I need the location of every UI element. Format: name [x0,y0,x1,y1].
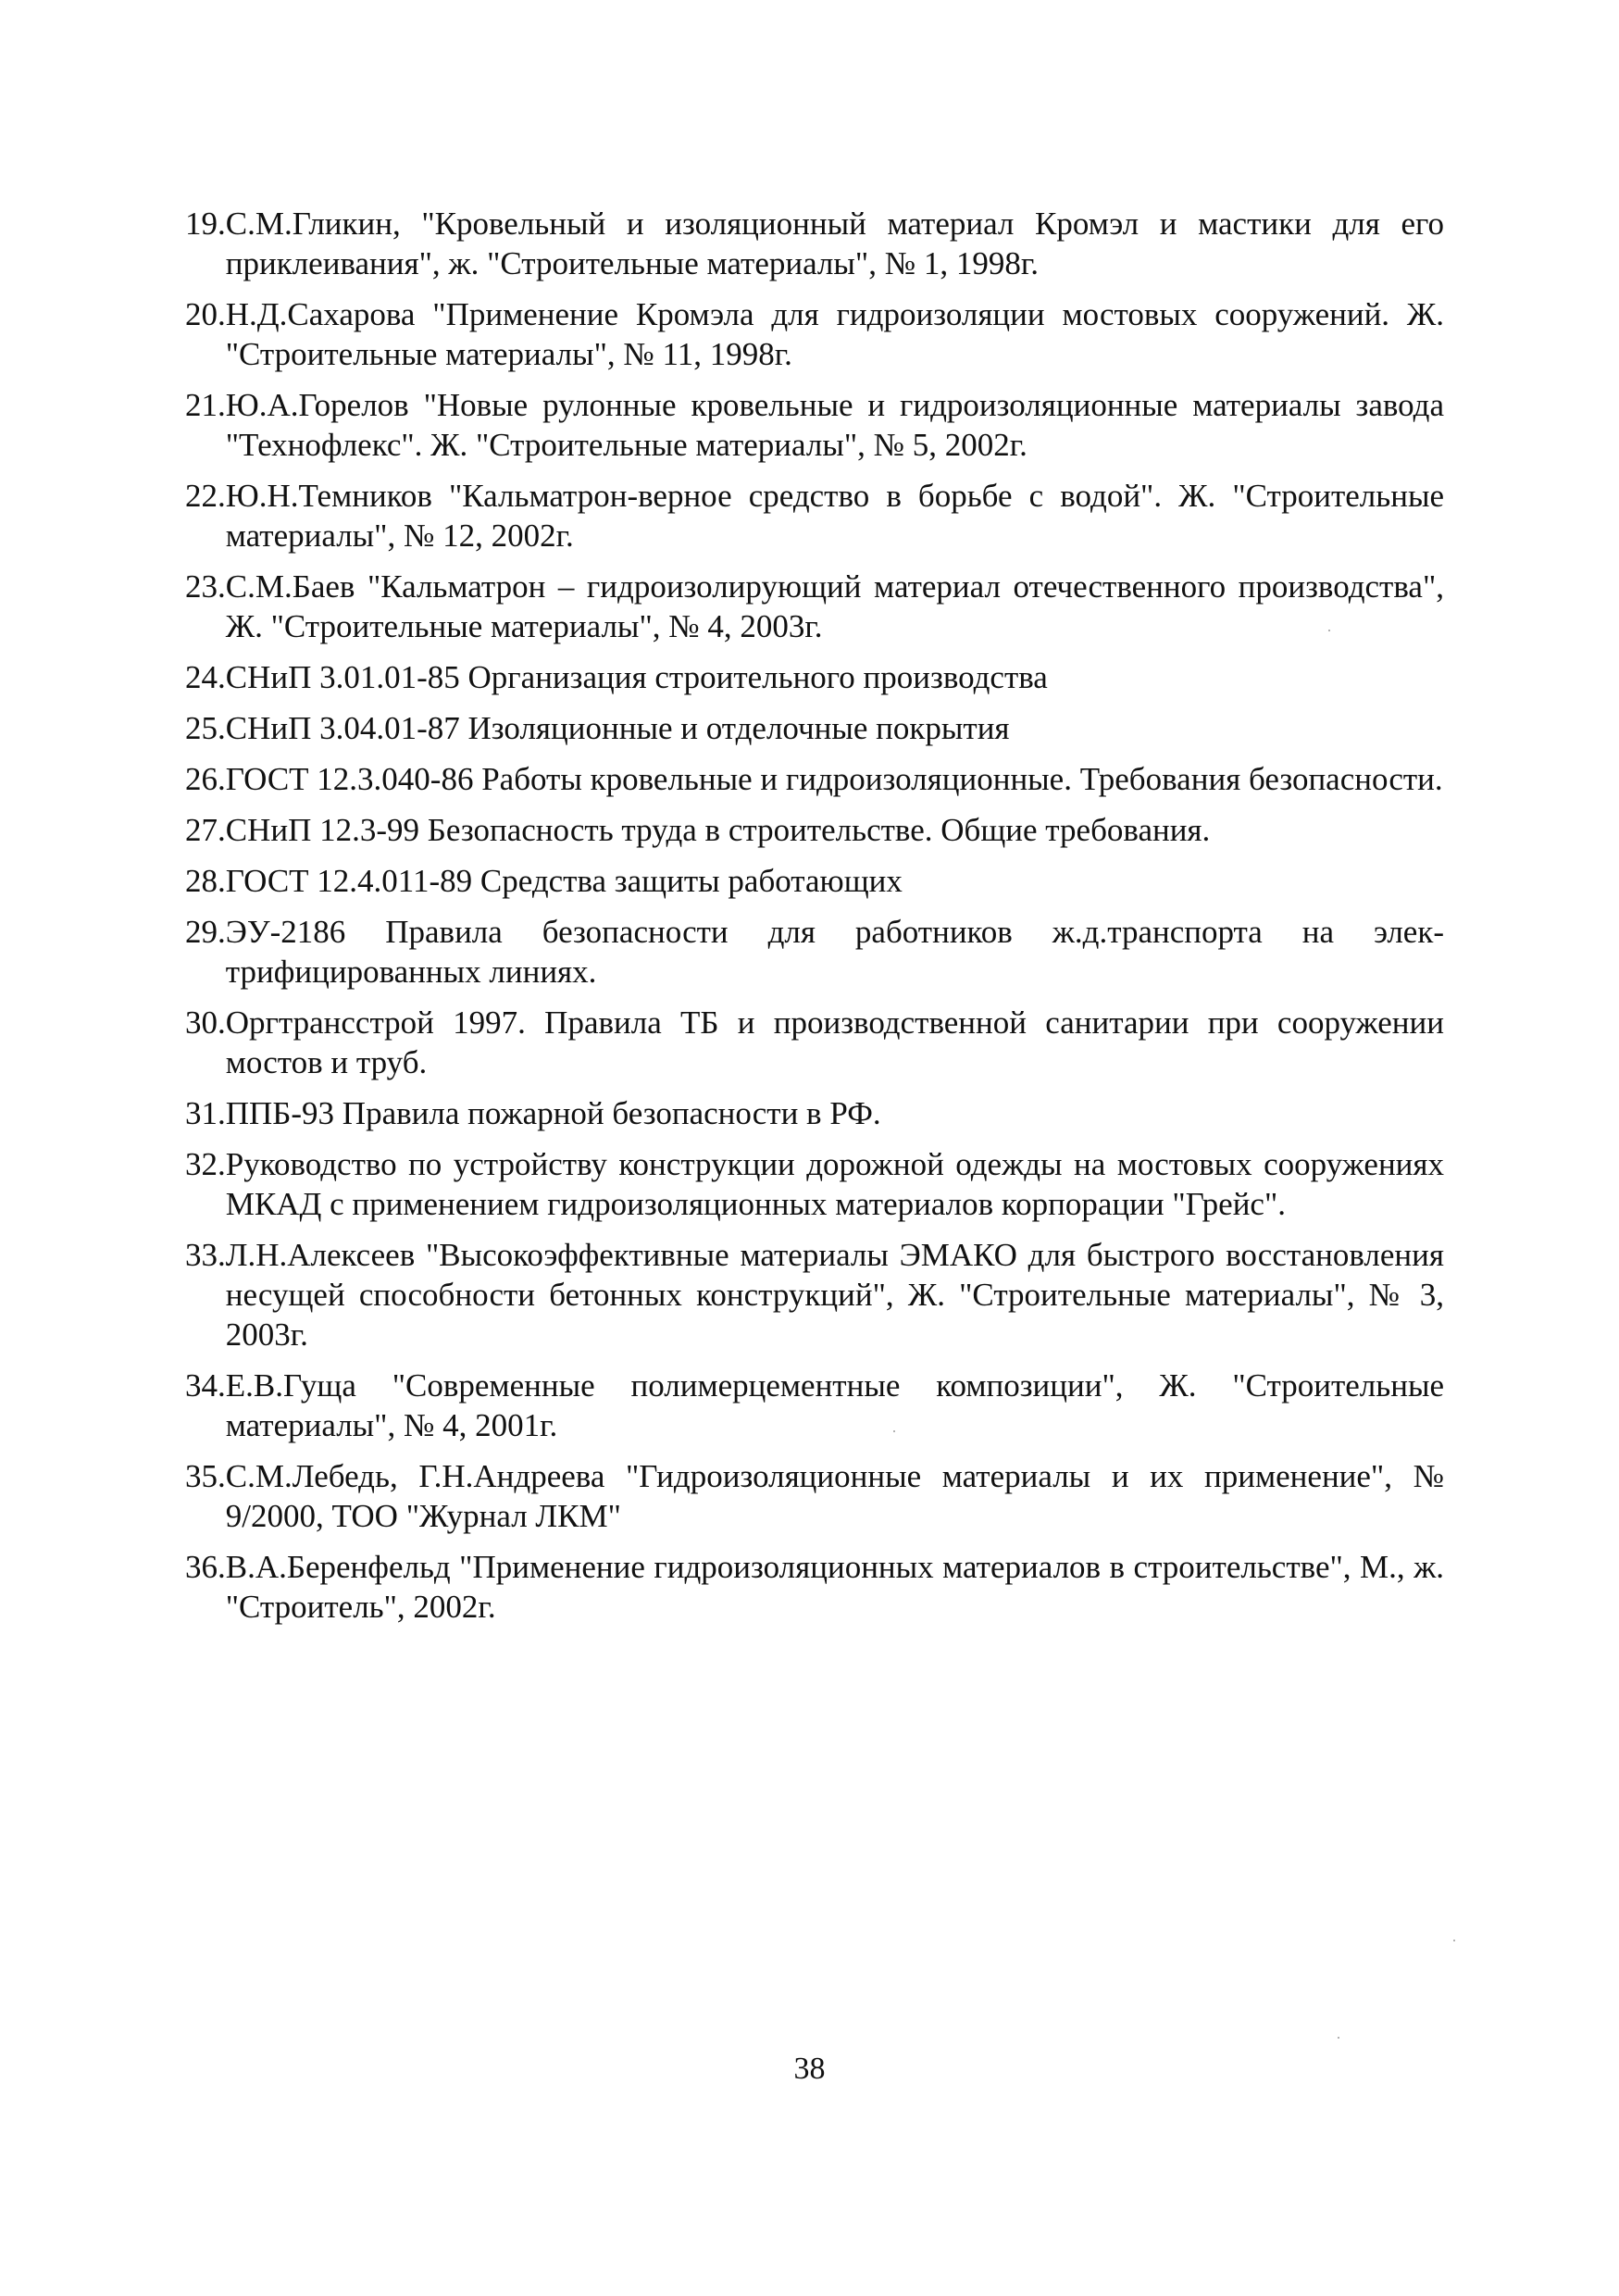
reference-text: Руководство по устройству конструкции дорожной одежды на мостовых сооружениях МКАД с применением гидроизоляционных материалов корпорации "Грейс". [225,1146,1444,1222]
reference-item [185,294,1444,374]
reference-item [185,1547,1444,1627]
page-number: 38 [793,2052,826,2086]
reference-number: 22. [185,478,226,514]
reference-text: СНиП 12.3-99 Безопасность труда в строительстве. Общие требования. [225,812,1211,848]
reference-text: ГОСТ 12.4.011-89 Средства защиты работающих [225,863,903,899]
reference-item [185,567,1444,646]
reference-number: 28. [185,863,226,899]
reference-number: 36. [185,1549,226,1585]
reference-item [185,476,1444,555]
reference-text: Оргтрансстрой 1997. Правила ТБ и производственной санитарии при сооружении мостов и труб. [225,1004,1444,1080]
reference-number: 23. [185,568,226,605]
reference-item [185,861,1444,901]
reference-text: С.М.Гликин, "Кровельный и изоляционный материал Кромэл и мастики для его приклеивания", ж. "Строительные материалы", № 1, 1998г. [225,206,1444,281]
reference-list [185,204,1444,1638]
reference-number: 24. [185,659,226,695]
reference-number: 21. [185,387,226,423]
reference-text: Н.Д.Сахарова "Применение Кромэла для гидроизоляции мостовых сооружений. Ж. "Строительные материалы", № 11, 1998г. [225,296,1444,372]
reference-item [185,1093,1444,1133]
scan-speck [1328,630,1330,631]
reference-number: 29. [185,914,226,950]
reference-item [185,912,1444,992]
reference-text: ЭУ-2186 Правила безопасности для работников ж.д.транспорта на электрифицированных линиях. [225,914,1444,990]
reference-text: С.М.Баев "Кальматрон – гидроизолирующий материал отечественного производства", Ж. "Строительные материалы", № 4, 2003г. [225,568,1444,644]
reference-number: 32. [185,1146,226,1182]
reference-text: ГОСТ 12.3.040-86 Работы кровельные и гидроизоляционные. Требования безопасности. [225,761,1443,797]
reference-number: 31. [185,1095,226,1131]
reference-text: Ю.Н.Темников "Кальматрон-верное средство в борьбе с водой". Ж. "Строительные материалы", № 12, 2002г. [225,478,1444,554]
reference-number: 27. [185,812,226,848]
reference-text: СНиП 3.01.01-85 Организация строительного производства [225,659,1048,695]
reference-text: С.М.Лебедь, Г.Н.Андреева "Гидроизоляционные материалы и их применение", № 9/2000, ТОО "Журнал ЛКМ" [225,1458,1444,1534]
scan-speck [1453,1940,1455,1941]
reference-item [185,810,1444,850]
reference-item [185,1366,1444,1445]
reference-item [185,1235,1444,1354]
reference-item [185,1144,1444,1224]
reference-text: Е.В.Гуща "Современные полимерцементные композиции", Ж. "Строительные материалы", № 4, 2001г. [225,1367,1444,1443]
reference-number: 26. [185,761,226,797]
reference-text: В.А.Беренфельд "Применение гидроизоляционных материалов в строительстве", М., ж. "Строитель", 2002г. [225,1549,1444,1625]
reference-number: 19. [185,206,226,242]
reference-number: 20. [185,296,226,332]
reference-number: 33. [185,1237,226,1273]
reference-text: ППБ-93 Правила пожарной безопасности в РФ. [225,1095,881,1131]
reference-item [185,759,1444,799]
reference-number: 30. [185,1004,226,1041]
scan-speck [1338,2037,1339,2039]
reference-number: 34. [185,1367,226,1404]
reference-item [185,657,1444,697]
reference-text: Ю.А.Горелов "Новые рулонные кровельные и гидроизоляционные материалы завода "Технофлекс". Ж. "Строительные материалы", № 5, 2002г. [225,387,1444,463]
reference-text: Л.Н.Алексеев "Высокоэффективные материалы ЭМАКО для быстрого восстановления несущей способности бетонных конструкций", Ж. "Строительные материалы", № 3, 2003г. [225,1237,1444,1353]
reference-item [185,708,1444,748]
reference-text: СНиП 3.04.01-87 Изоляционные и отделочные покрытия [225,710,1010,746]
reference-number: 35. [185,1458,226,1494]
reference-item [185,1456,1444,1536]
reference-item [185,1003,1444,1082]
reference-item [185,204,1444,283]
reference-item [185,385,1444,465]
reference-number: 25. [185,710,226,746]
scan-speck [893,1430,895,1432]
